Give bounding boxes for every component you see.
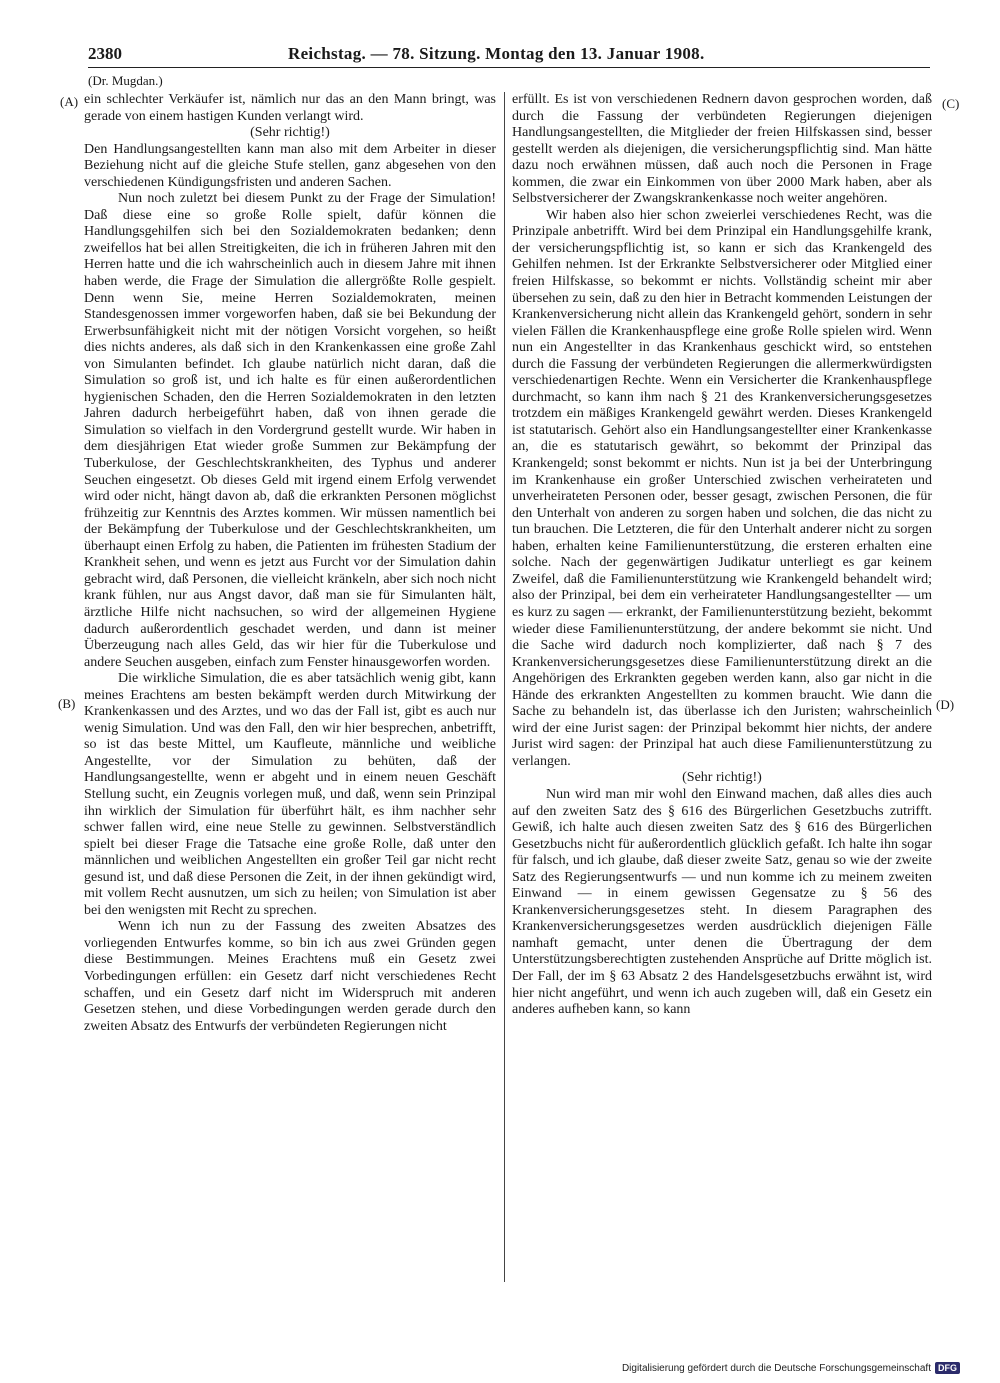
interjection: (Sehr richtig!): [682, 770, 762, 786]
speaker-name: (Dr. Mugdan.): [88, 73, 163, 88]
dfg-logo-icon: DFG: [935, 1362, 960, 1374]
interjection: (Sehr richtig!): [250, 125, 330, 141]
column-divider: [504, 92, 505, 1282]
paragraph: Die wirkliche Simulation, die es aber tatsächlich wenig gibt, kann meines Erachtens am besten bekämpft werden durch Mitwirkung der Krankenkassen und des Arztes, und wo das der Fall ist, gibt es auch nur wenig Simulation. Und was den Fall, den wir hier besprechen, anbetrifft, so ist das beste Mittel, um Kaufleute, männliche und weibliche Angestellte, vor der Simulation zu behüten, daß der Handlungsangestellte, wenn er abgeht und in einem neuen Geschäft Stellung sucht, ein Zeugnis vorlegen muß, und daß, wenn sein Prinzipal ihn wirklich der Simulation für überführt hält, es ihm nachher sehr schwer fallen wird, eine neue Stelle zu gewinnen. Selbstverständlich spielt bei dieser Frage die Tatsache eine große Rolle, daß unter den männlichen und weiblichen Angestellten ein großer Teil gar nicht recht gesund ist, und daß diese Personen die Zeit, in der ihnen gekündigt wird, mit vollem Recht ausnutzen, um sich zu heilen; von Simulation ist aber bei den wenigsten mit Recht zu sprechen.: [84, 671, 496, 918]
margin-mark-a: (A): [60, 94, 79, 109]
paragraph: Wir haben also hier schon zweierlei verschiedenes Recht, was die Prinzipale anbetrifft. Wird bei dem Prinzipal ein Handlungsgehilfe krank, der versicherungspflichtig ist, so kann er sich das Krankengeld des Gehilfen nehmen. Ist der Erkrankte Selbstversicherer oder Mitglied einer freien Hilfskasse, so bekommt er nichts. Vollständig scheint mir aber übersehen zu sein, daß zu den hier in Betracht kommenden Leistungen der Krankenversicherung nicht allein das Krankengeld gehört, sondern in sehr vielen Fällen die Krankenhauspflege eine große Rolle spielen wird. Wenn nun ein Angestellter in das Krankenhaus geschickt wird, so entstehen durch die Fassung der verbündeten Regierungen die allermerkwürdigsten verschiedenartigen Rechte. Wenn ein Versicherter die Krankenhauspflege durchmacht, so kann ihm nach § 21 des Krankenversicherungsgesetzes trotzdem ein mäßiges Krankengeld gewährt werden. Dieses Krankengeld ist statutarisch. Gehört also ein Handlungsangestellter einer Krankenkasse an, die es statutarisch gewährt, so bekommt der Prinzipal das Krankengeld; sonst bekommt er nichts. Nun ist ja bei der Unterbringung im Krankenhause ein großer Unterschied zwischen verheirateten und unverheirateten Personen oder, besser gesagt, zwischen Personen, die für den Unterhalt von anderen zu sorgen haben und solchen, die das nicht zu tun brauchen. Die Letzteren, die für den Unterhalt anderer nicht zu sorgen haben, erhalten keine Familienunterstützung, die ersteren erhalten eine solche. Nach der gegenwärtigen Judikatur unterliegt es gar keinem Zweifel, daß die Familienunterstützung wie Krankengeld behandelt wird; also der Prinzipal, bei dem ein verheirateter Handlungsangestellter — um es kurz zu sagen — erkrankt, der Familienunterstützung bezieht, bekommt wieder diese Familienunterstützung, der andere bekommt sie nicht. Und die Sache wird dadurch noch komplizierter, daß nach § 7 des Krankenversicherungsgesetzes diese Familienunterstützung direkt an die Angehörigen des Erkrankten gegeben werden kann, also gar nicht in die Hände des erkrankten Angestellten zu kommen braucht. Wie dann die Sache zu behandeln ist, das überlasse ich den Juristen; wahrscheinlich wird der eine Jurist sagen: der Prinzipal bekommt hier nichts, der andere Jurist wird sagen: der Prinzipal hat auch diese Familienunterstützung zu verlangen.: [512, 207, 932, 769]
margin-mark-d: (D): [936, 697, 955, 712]
paragraph: Nun wird man mir wohl den Einwand machen, daß alles dies auch auf den zweiten Satz des § 616 des Bürgerlichen Gesetzbuchs zutrifft. Gewiß, ich halte auch diesen zweiten Satz des § 616 des Bürgerlichen Gesetzbuchs nicht für außerordentlich glücklich gefaßt. Ich halte ihn sogar für falsch, und ich glaube, daß dieser zweite Satz, genau so wie der zweite Satz des Regierungsentwurfs — und nun komme ich zu meinem zweiten Einwand — in einem gewissen Gegensatze zu § 56 des Krankenversicherungsgesetzes steht. In diesem Paragraphen des Krankenversicherungsgesetzes werden ausdrücklich diejenigen Fälle namhaft gemacht, unter denen die Übertragung der dem Unterstützungsberechtigten zustehenden Ansprüche auf Dritte möglich ist. Der Fall, der im § 63 Absatz 2 des Handelsgesetzbuchs erwähnt ist, wird hier nicht angeführt, und wenn ich auch zugeben will, daß ein Gesetz ein anderes aufheben kann, so kann: [512, 786, 932, 1018]
paragraph: Wenn ich nun zu der Fassung des zweiten Absatzes des vorliegenden Entwurfes komme, so bin ich aus zwei Gründen gegen diese Bestimmungen. Meines Erachtens muß ein Gesetz zwei Vorbedingungen erfüllen: ein Gesetz darf nicht verschiedenes Recht schaffen, und ein Gesetz darf nicht im Widerspruch mit anderen Gesetzen stehen, und diese Vorbedingungen werden gerade durch den zweiten Absatz des Entwurfs der verbündeten Regierungen nicht: [84, 919, 496, 1034]
right-column: [512, 92, 932, 1019]
header-title: Reichstag. — 78. Sitzung. Montag den 13. Januar 1908.: [288, 44, 705, 63]
paragraph: Nun noch zuletzt bei diesem Punkt zu der Frage der Simulation! Daß diese eine so große Rolle spielt, dafür können die Handlungsgehilfen sich bei den Sozialdemokraten bedanken; denn zweifellos hat bei allen Streitigkeiten, die ich in früheren Jahren mit den Herren hatte und die ich wahrscheinlich auch in diesem Jahre mit ihnen haben werde, die Frage der Simulation die allergrößte Rolle gespielt. Denn wenn Sie, meine Herren Sozialdemokraten, meinen Standesgenossen immer vorgeworfen haben, daß sie bei Bekundung der Erwerbsunfähigkeit nicht mit der nötigen Vorsicht vorgehen, so heißt dies nichts anderes, als daß sich in den Krankenkassen eine große Zahl von Simulanten befindet. Ich glaube natürlich nicht daran, daß die Simulation so groß ist, und ich halte es für einen außerordentlichen hygienischen Schaden, den die Herren Sozialdemokraten in den letzten Jahren dadurch herbeigeführt haben, daß von ihnen gerade die Simulation so vielfach in den Vordergrund gestellt wurde. Wir haben in dem diesjährigen Etat wieder große Summen zur Bekämpfung der Tuberkulose, der Geschlechtskrankheiten, des Typhus und anderer Seuchen eingesetzt. Ob dieses Geld mit irgend einem Erfolg verwendet wird oder nicht, hängt davon ab, daß die erkrankten Personen möglichst frühzeitig zur Kenntnis des Arztes kommen. Wir müssen namentlich bei der Bekämpfung der Tuberkulose und der Geschlechtskrankheiten, um überhaupt einen Erfolg zu haben, die Patienten im frühesten Stadium der Krankheit sehen, und wenn es jetzt aus Furcht vor der Simulation dahin gebracht wird, daß Personen, die vielleicht kränkeln, aber sich noch nicht krank fühlen, nur aus Angst davor, daß man sie für Simulanten hält, ärztliche Hilfe nicht nachsuchen, so wird der allgemeinen Hygiene dadurch außerordentlich geschadet werden, und dann ist meiner Überzeugung nach alles Geld, das wir hier für die Tuberkulose und andere Seuchen ausgeben, einfach zum Fenster hinausgeworfen worden.: [84, 191, 496, 670]
running-header: [88, 44, 930, 68]
footer-text: Digitalisierung gefördert durch die Deutsche Forschungsgemeinschaft: [621, 1362, 931, 1374]
page-number: 2380: [88, 44, 122, 63]
paragraph: ein schlechter Verkäufer ist, nämlich nur das an den Mann bringt, was gerade von einem hastigen Kunden verlangt wird.: [84, 92, 496, 124]
left-column: [84, 92, 496, 1035]
margin-mark-c: (C): [942, 96, 960, 111]
margin-mark-b: (B): [58, 696, 76, 711]
paragraph: erfüllt. Es ist von verschiedenen Rednern davon gesprochen worden, daß durch die Fassung der verbündeten Regierungen diejenigen Handlungsangestellten, die Mitglieder der freien Hilfskassen sind, besser gestellt werden als diejenigen, die versicherungspflichtig sind. Man hätte dazu noch erwähnen müssen, daß auch noch die Personen in Frage kommen, die zwar ein Einkommen von über 2000 Mark haben, aber als Selbstversicherer der Zwangskrankenkasse noch weiter angehören.: [512, 92, 932, 207]
footer-credit: [622, 1362, 960, 1374]
header-rule: [88, 67, 930, 68]
paragraph: Den Handlungsangestellten kann man also mit dem Arbeiter in dieser Beziehung nicht auf die gleiche Stufe stellen, ganz abgesehen von den verschiedenen Kündigungsfristen und anderen Sachen.: [84, 141, 496, 190]
